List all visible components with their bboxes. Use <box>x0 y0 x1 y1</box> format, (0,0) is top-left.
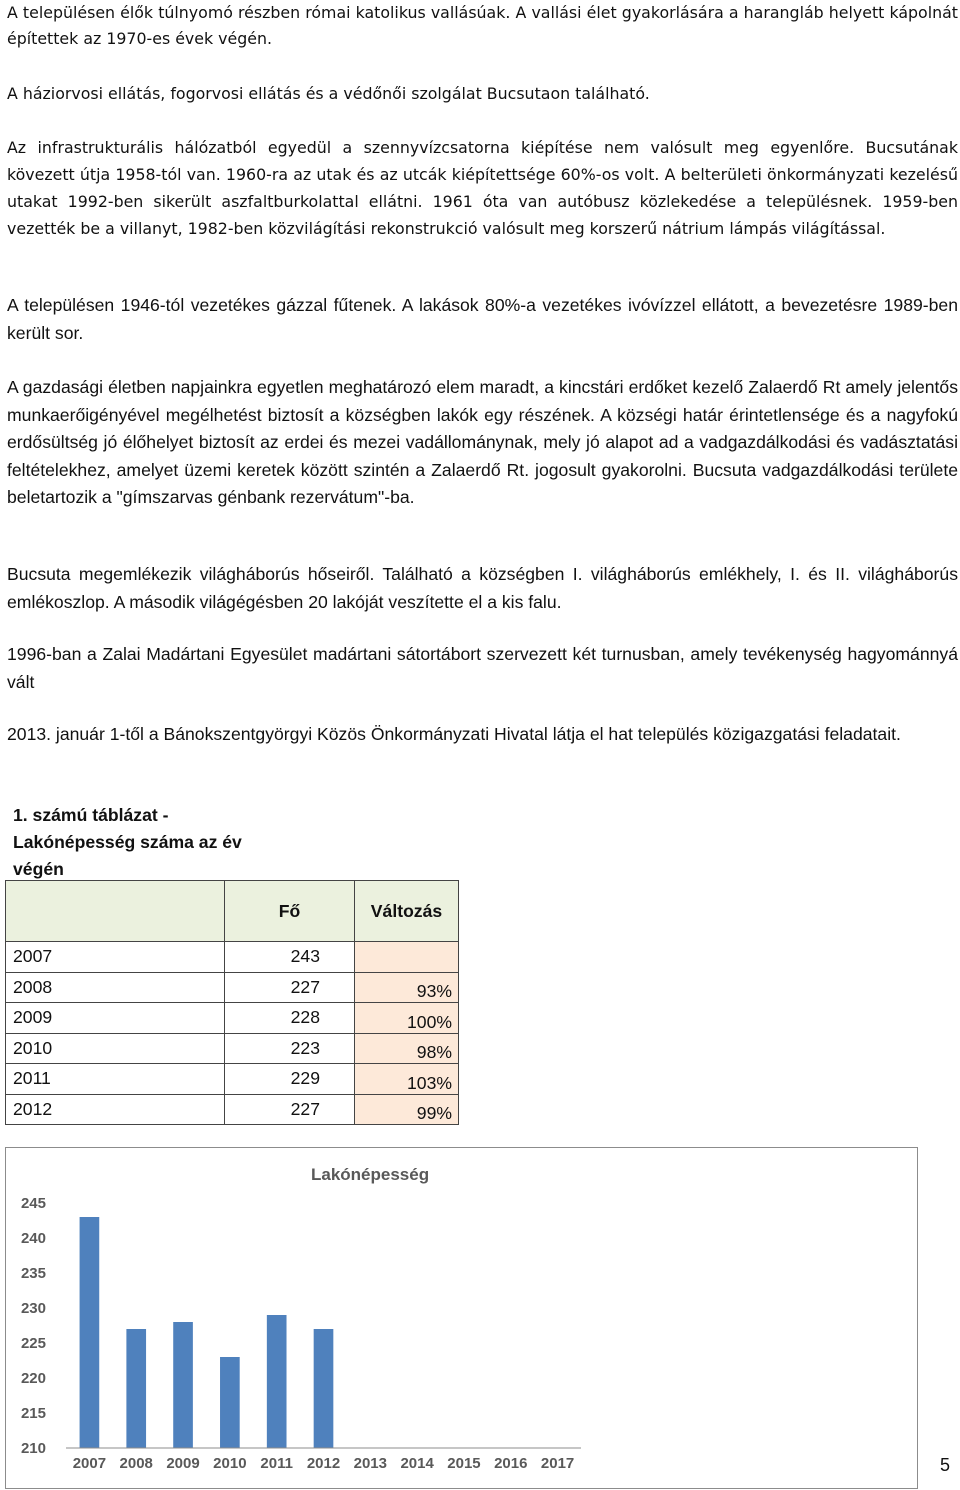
x-tick-label: 2011 <box>260 1455 293 1472</box>
y-tick-label: 220 <box>20 1370 46 1387</box>
table-cell-change: 103% <box>355 1064 459 1095</box>
table-row <box>6 972 459 1003</box>
table-header-change: Változás <box>355 881 459 942</box>
x-tick-label: 2012 <box>306 1455 341 1472</box>
x-tick-label: 2017 <box>540 1455 575 1472</box>
table-row <box>6 1003 459 1034</box>
x-tick-label: 2016 <box>494 1455 528 1472</box>
table-row <box>6 942 459 973</box>
bar-2010 <box>220 1357 240 1448</box>
y-tick-label: 245 <box>20 1195 46 1212</box>
y-tick-label: 215 <box>20 1405 46 1422</box>
table-cell-fo: 227 <box>225 972 355 1003</box>
y-axis <box>21 1195 46 1457</box>
y-tick-label: 235 <box>20 1265 46 1282</box>
y-tick-label: 230 <box>20 1300 46 1317</box>
table-cell-year: 2010 <box>6 1033 225 1064</box>
table-cell-fo: 243 <box>225 942 355 973</box>
table-cell-fo: 228 <box>225 1003 355 1034</box>
paragraph-birdcamp: 1996-ban a Zalai Madártani Egyesület madártani sátortábort szervezett két turnusban, amely tevékenység hagyománnyá vált <box>7 644 958 692</box>
table-row <box>6 1033 459 1064</box>
paragraph-utilities: A településen 1946-tól vezetékes gázzal fűtenek. A lakások 80%-a vezetékes ivóvízzel ellátott, a bevezetésre 1989-ben került sor. <box>7 295 958 343</box>
table-cell-year: 2011 <box>6 1064 225 1095</box>
table-cell-change: 99% <box>355 1094 459 1125</box>
y-tick-label: 210 <box>20 1440 46 1457</box>
x-tick-label: 2010 <box>213 1455 247 1472</box>
bar-2007 <box>80 1217 100 1448</box>
table-row <box>6 1064 459 1095</box>
x-tick-label: 2015 <box>447 1455 481 1472</box>
chart-svg <box>6 1148 917 1488</box>
paragraph-admin: 2013. január 1-től a Bánokszentgyörgyi Közös Önkormányzati Hivatal látja el hat település közigazgatási feladatait. <box>7 724 901 744</box>
chart-title: Lakónépesség <box>311 1165 430 1184</box>
bar-2012 <box>314 1329 334 1448</box>
x-tick-label: 2007 <box>72 1455 107 1472</box>
table-cell-year: 2009 <box>6 1003 225 1034</box>
table-cell-fo: 229 <box>225 1064 355 1095</box>
paragraph-religion: A településen élők túlnyomó részben római katolikus vallásúak. A vallási élet gyakorlására a harangláb helyett kápolnát építettek az 1970-es évek végén. <box>7 3 958 48</box>
x-axis <box>66 1448 581 1472</box>
population-chart <box>5 1147 918 1489</box>
paragraph-economy: A gazdasági életben napjainkra egyetlen meghatározó elem maradt, a kincstári erdőket kezelő Zalaerdő Rt amely jelentős munkaerőigényével megélhetést biztosít a községben lakók egy részének. A községi határ érintetlensége és a nagyfokú erdősültség jó élőhelyet biztosít az erdei és mezei vadállománynak, mely jó alapot ad a vadgazdálkodási és vadásztatási feltételekhez, amelyet üzemi keretek között szintén a Zalaerdő Rt. jogosult gyakorolni. Bucsuta vadgazdálkodási területe beletartozik a "gímszarvas génbank rezervátum"-ba. <box>7 377 958 507</box>
x-tick-label: 2009 <box>166 1455 200 1472</box>
population-table <box>5 880 459 1125</box>
table-caption: 1. számú táblázat - Lakónépesség száma az év végén <box>13 805 242 879</box>
page-number: 5 <box>940 1455 951 1475</box>
x-tick-label: 2008 <box>119 1455 153 1472</box>
table-header-row <box>6 881 459 942</box>
paragraph-health: A háziorvosi ellátás, fogorvosi ellátás és a védőnői szolgálat Bucsutaon található. <box>7 84 650 103</box>
table-cell-change: 98% <box>355 1033 459 1064</box>
table-cell-change: 100% <box>355 1003 459 1034</box>
x-tick-label: 2014 <box>400 1455 434 1472</box>
table-row <box>6 1094 459 1125</box>
table-cell-fo: 223 <box>225 1033 355 1064</box>
x-tick-label: 2013 <box>353 1455 388 1472</box>
table-cell-year: 2007 <box>6 942 225 973</box>
bars <box>80 1217 334 1448</box>
bar-2011 <box>267 1315 287 1448</box>
table-cell-change <box>355 942 459 973</box>
table-cell-year: 2008 <box>6 972 225 1003</box>
table-cell-change: 93% <box>355 972 459 1003</box>
y-tick-label: 225 <box>20 1335 46 1352</box>
y-tick-label: 240 <box>20 1230 46 1247</box>
table-cell-fo: 227 <box>225 1094 355 1125</box>
bar-2008 <box>126 1329 146 1448</box>
bar-2009 <box>173 1322 193 1448</box>
table-cell-year: 2012 <box>6 1094 225 1125</box>
table-header-year <box>6 881 225 942</box>
table-header-fo: Fő <box>225 881 355 942</box>
paragraph-memorial: Bucsuta megemlékezik világháborús hőseiről. Található a községben I. világháborús emlékhely, I. és II. világháborús emlékoszlop. A második világégésben 20 lakóját veszítette el a kis falu. <box>7 564 958 612</box>
paragraph-infrastructure: Az infrastrukturális hálózatból egyedül a szennyvízcsatorna kiépítése nem valósult meg egyenlőre. Bucsutának kövezett útja 1958-tól van. 1960-ra az utak és az utcák kiépítettsége 60%-os volt. A belterületi önkormányzati kezelésű utakat 1992-ben sikerült aszfaltburkolattal ellátni. 1961 óta van autóbusz közlekedése a településnek. 1959-ben vezették be a villanyt, 1982-ben közvilágítási rekonstrukció valósult meg korszerű nátrium lámpás világítással. <box>7 138 958 238</box>
